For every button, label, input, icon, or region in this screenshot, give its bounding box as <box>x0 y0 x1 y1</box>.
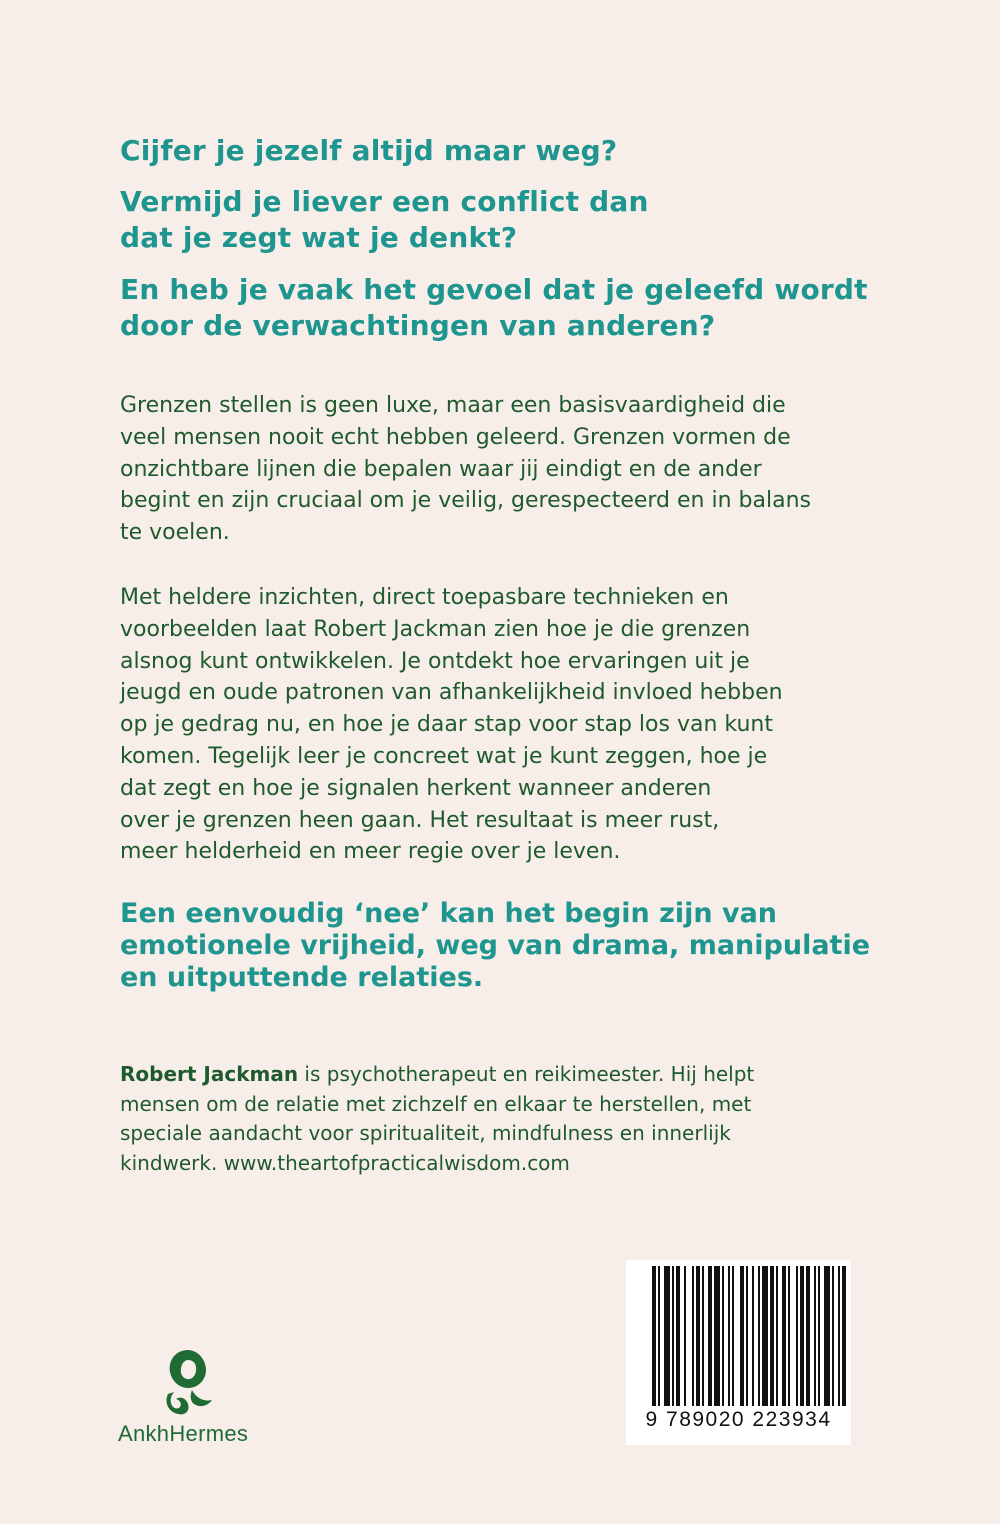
barcode-bar <box>732 1266 734 1406</box>
barcode-bar <box>770 1266 774 1406</box>
publisher-name: AnkhHermes <box>118 1421 249 1446</box>
barcode-bar <box>746 1266 748 1406</box>
heading-question-1: Cijfer je jezelf altijd maar weg? <box>120 134 618 167</box>
barcode-bar <box>652 1266 656 1406</box>
barcode-bar <box>838 1266 840 1406</box>
barcode-bar <box>796 1266 798 1406</box>
barcode-bar <box>676 1266 680 1406</box>
barcode-bar <box>842 1266 846 1406</box>
heading-question-2: Vermijd je liever een conflict dan dat je zegt wat je denkt? <box>120 185 649 254</box>
barcode-bar <box>776 1266 778 1406</box>
barcode-bar <box>728 1266 730 1406</box>
barcode-bar <box>722 1266 724 1406</box>
barcode-bar <box>684 1266 686 1406</box>
author-bio <box>120 1060 754 1178</box>
barcode-bar <box>658 1266 660 1406</box>
heading-question-3: En heb je vaak het gevoel dat je geleefd wordt door de verwachtingen van anderen? <box>120 273 868 342</box>
barcode-bar <box>788 1266 790 1406</box>
barcode-bar <box>814 1266 816 1406</box>
tagline: Een eenvoudig ‘nee’ kan het begin zijn van emotionele vrijheid, weg van drama, manipulatie en uitputtende relaties. <box>120 898 871 993</box>
barcode-bar <box>806 1266 810 1406</box>
barcode-bar <box>832 1266 834 1406</box>
body-paragraph-1: Grenzen stellen is geen luxe, maar een basisvaardigheid die veel mensen nooit echt hebben geleerd. Grenzen vormen de onzichtbare lijnen die bepalen waar jij eindigt en de ander begint en zijn cruciaal om je veilig, gerespecteerd en in balans te voelen. <box>120 393 811 546</box>
barcode-bar <box>708 1266 712 1406</box>
body-paragraph-2: Met heldere inzichten, direct toepasbare technieken en voorbeelden laat Robert Jackman zien hoe je die grenzen alsnog kunt ontwikkelen. Je ontdekt hoe ervaringen uit je jeugd en oude patronen van afhankelijkheid invloed hebben op je gedrag nu, en hoe je daar stap voor stap los van kunt komen. Tegelijk leer je concreet wat je kunt zeggen, hoe je dat zegt en hoe je signalen herkent wanneer anderen over je grenzen heen gaan. Het resultaat is meer rust, meer helderheid en meer regie over je leven. <box>120 585 783 865</box>
barcode-bar <box>800 1266 804 1406</box>
isbn-number: 9 789020 223934 <box>645 1408 832 1431</box>
isbn-barcode <box>626 1260 851 1445</box>
ankh-hermes-logo-icon <box>158 1346 218 1421</box>
barcode-bar <box>818 1266 820 1406</box>
barcode-bar <box>740 1266 744 1406</box>
barcode-bar <box>692 1266 694 1406</box>
author-bio-text: is psychotherapeut en reikimeester. Hij helpt mensen om de relatie met zichzelf en elkaar te herstellen, met speciale aandacht voor spiritualiteit, mindfulness en innerlijk kindwerk. www.theartofpracticalwisdom.com <box>120 1062 755 1175</box>
barcode-bar <box>762 1266 768 1406</box>
barcode-bar <box>714 1266 720 1406</box>
barcode-bar <box>702 1266 704 1406</box>
barcode-bar <box>824 1266 830 1406</box>
barcode-bar <box>758 1266 760 1406</box>
barcode-bar <box>782 1266 786 1406</box>
barcode-bar <box>696 1266 700 1406</box>
barcode-bar <box>664 1266 670 1406</box>
barcode-bars <box>626 1260 851 1410</box>
barcode-bar <box>672 1266 674 1406</box>
publisher-logo <box>118 1346 258 1456</box>
barcode-bar <box>752 1266 754 1406</box>
author-name: Robert Jackman <box>120 1062 299 1086</box>
